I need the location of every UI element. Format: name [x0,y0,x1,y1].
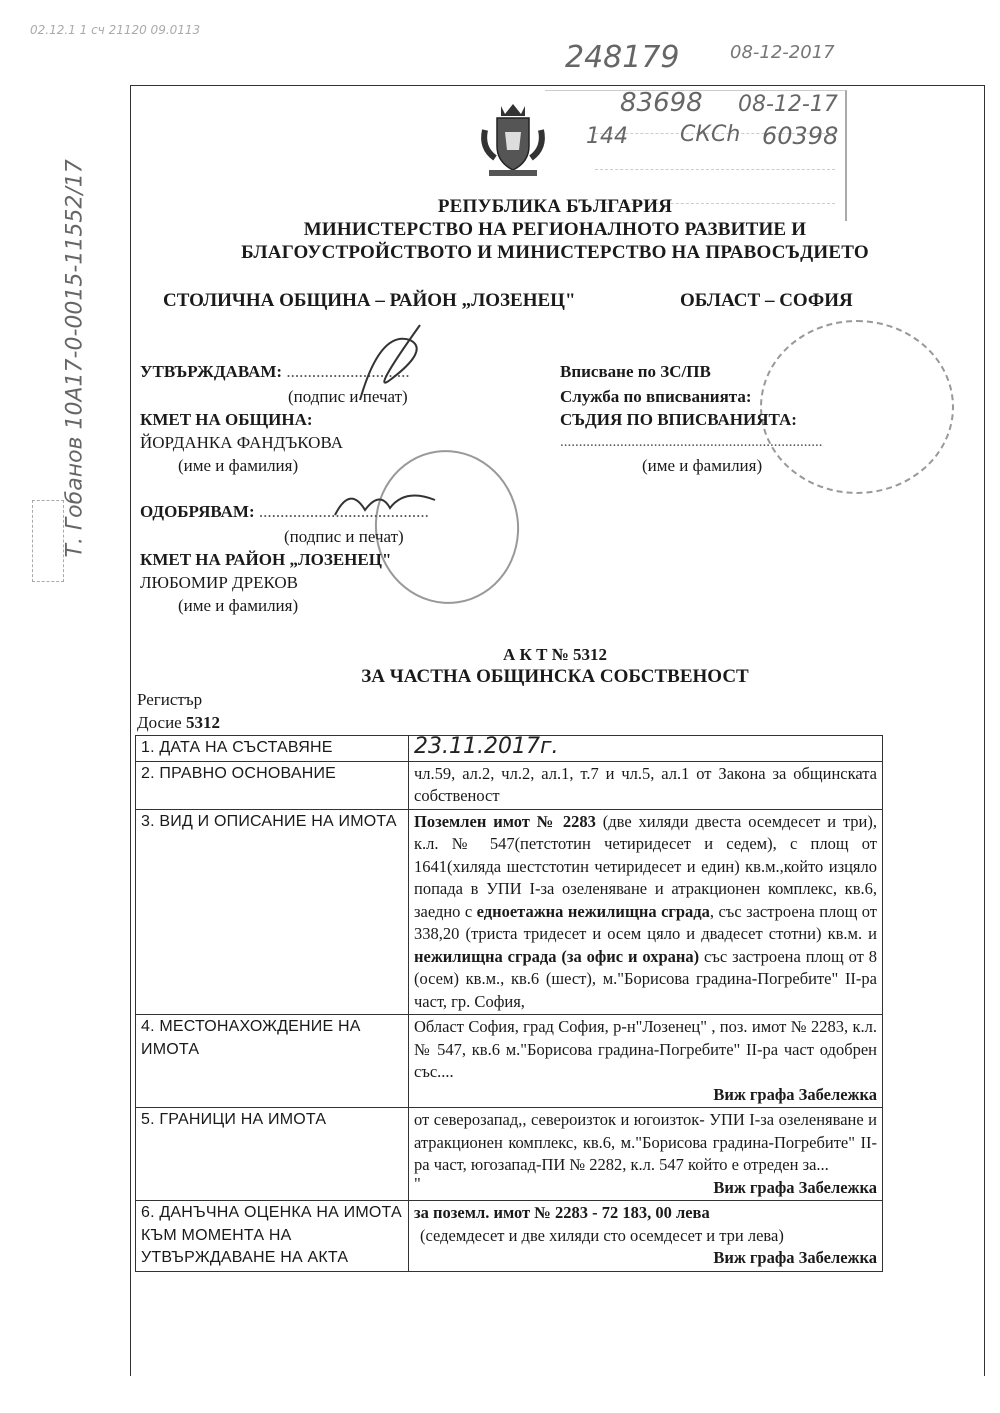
act-details-table [135,735,883,1272]
endorse-sign-stamp-hint: (подпис и печат) [284,527,404,546]
table-row [136,1015,883,1108]
stamp-line2-number: 144 [586,124,628,149]
header-ministry-line1: МИНИСТЕРСТВО НА РЕГИОНАЛНОТО РАЗВИТИЕ И [303,219,807,240]
row-value: за позeмл. имот № 2283 - 72 183, 00 лева (седемдесет и две хиляди сто осемдесет и три лева) Виж графа Забележка [409,1201,883,1272]
row-label: 4. МЕСТОНАХОЖДЕНИЕ НА ИМОТА [136,1015,409,1108]
stamp-line1-number: 83698 [620,88,703,118]
stamp-line2-end: 60398 [762,122,839,150]
district-mayor-signature [330,480,440,520]
header-ministry-line2: БЛАГОУСТРОЙСТВОТО И МИНИСТЕРСТВО НА ПРАВОСЪДИЕТО [241,242,869,263]
row-value: Област София, град София, р-н"Лозенец" , поз. имот № 2283, к.л.№ 547, кв.6 м."Борисова градина-Погребите" II-ра част одобрен със.... Виж графа Забележка [409,1015,883,1108]
handwritten-date-top: 08-12-2017 [730,42,835,63]
left-vertical-handwriting: Т. Гобанов 10А17-0-0015-11552/17 [62,159,88,558]
registry-service: Служба по вписванията: [560,387,752,406]
coat-of-arms-emblem [475,100,551,187]
district-mayor-name: ЛЮБОМИР ДРЕКОВ [140,573,298,592]
row-label: 6. ДАНЪЧНА ОЦЕНКА НА ИМОТА КЪМ МОМЕНТА НА УТВЪРЖДАВАНЕ НА АКТА [136,1201,409,1272]
mayor-title: КМЕТ НА ОБЩИНА: [140,410,313,429]
table-row [136,809,883,1015]
mayor-name: ЙОРДАНКА ФАНДЪКОВА [140,433,343,452]
registry-entry: Вписване по ЗС/ПВ [560,362,711,381]
top-left-scribble: 02.12.1 1 сч 21120 09.0113 [30,23,201,37]
registry-judge-dots: ...................................................................... [560,434,823,450]
approve-label: УТВЪРЖДАВАМ: [140,362,283,381]
row-label: 2. ПРАВНО ОСНОВАНИЕ [136,761,409,809]
handwritten-reg-number: 248179 [565,40,680,75]
table-row [136,1108,883,1201]
registry-judge-name-hint: (име и фамилия) [642,456,763,475]
row-value: чл.59, ал.2, чл.2, ал.1, т.7 и чл.5, ал.1 от Закона за общинската собственост [409,761,883,809]
endorse-signature-dots: ........................................ [258,502,429,521]
header-republic: РЕПУБЛИКА БЪЛГАРИЯ [437,196,673,217]
see-note-label: Виж графа Забележка [713,1084,877,1104]
act-subtitle: ЗА ЧАСТНА ОБЩИНСКА СОБСТВЕНОСТ [361,666,749,687]
approve-signature-dots: ............................. [286,362,410,381]
mayor-name-hint: (име и фамилия) [178,456,299,475]
stamp-line2-mid: СКСh [680,122,741,147]
table-row [136,1201,883,1272]
register-label: Регистър [137,690,203,709]
row-value: Поземлен имот № 2283 (две хиляди двеста осемдесет и три), к.л. № 547(петстотин четиридесет и седем), с площ от 1641(хиляда шестстотин четиридесет и един) кв.м.,който изцяло попада в УПИ I-за озеленяване и атракционен комплекс, кв.6, заедно с едноетажна нежилищна сграда, със застроена площ от 338,20 (триста тридесет и осем цяло и двадесет стотни) кв.м. и нежилищна сграда (за офис и охрана) със застроена площ от 8 (осем) кв.м., кв.6 (шест), м."Борисова градина-Погребите" II-ра част, гр. София, [409,809,883,1015]
stamp-line1-date: 08-12-17 [738,92,838,117]
act-number: А К Т № 5312 [502,645,608,664]
endorse-label: ОДОБРЯВАМ: [140,502,255,521]
district-mayor-title: КМЕТ НА РАЙОН „ЛОЗЕНЕЦ" [140,550,392,569]
row-label: 1. ДАТА НА СЪСТАВЯНЕ [136,736,409,762]
mayor-signature [350,320,440,410]
see-note-label: Виж графа Забележка [713,1248,877,1267]
registry-judge: СЪДИЯ ПО ВПИСВАНИЯТА: [560,410,797,429]
see-note-label: Виж графа Забележка [713,1177,877,1197]
handwritten-date: 23.11.2017г. [414,734,559,759]
dossier-number: 5312 [185,713,220,732]
header-region: ОБЛАСТ – СОФИЯ [680,290,853,311]
row-value: от северозапад,, североизток и югоизток- УПИ I-за озеленяване и атракционен комплекс, кв.6, м."Борисова градина-Погребите" II-ра част, югозапад-ПИ № 2282, к.л. 547 който е отреден за... " Виж графа Забележка [409,1108,883,1201]
dossier-label: Досие [137,713,182,732]
district-mayor-name-hint: (име и фамилия) [178,596,299,615]
row-label: 3. ВИД И ОПИСАНИЕ НА ИМОТА [136,809,409,1015]
header-municipality: СТОЛИЧНА ОБЩИНА – РАЙОН „ЛОЗЕНЕЦ" [163,290,576,311]
approve-sign-stamp-hint: (подпис и печат) [288,387,408,406]
registry-round-stamp [760,320,954,494]
table-row [136,761,883,809]
dossier [137,713,220,733]
table-row [136,736,883,762]
side-small-stamp [32,500,64,582]
row-value [409,736,883,762]
row-label: 5. ГРАНИЦИ НА ИМОТА [136,1108,409,1201]
